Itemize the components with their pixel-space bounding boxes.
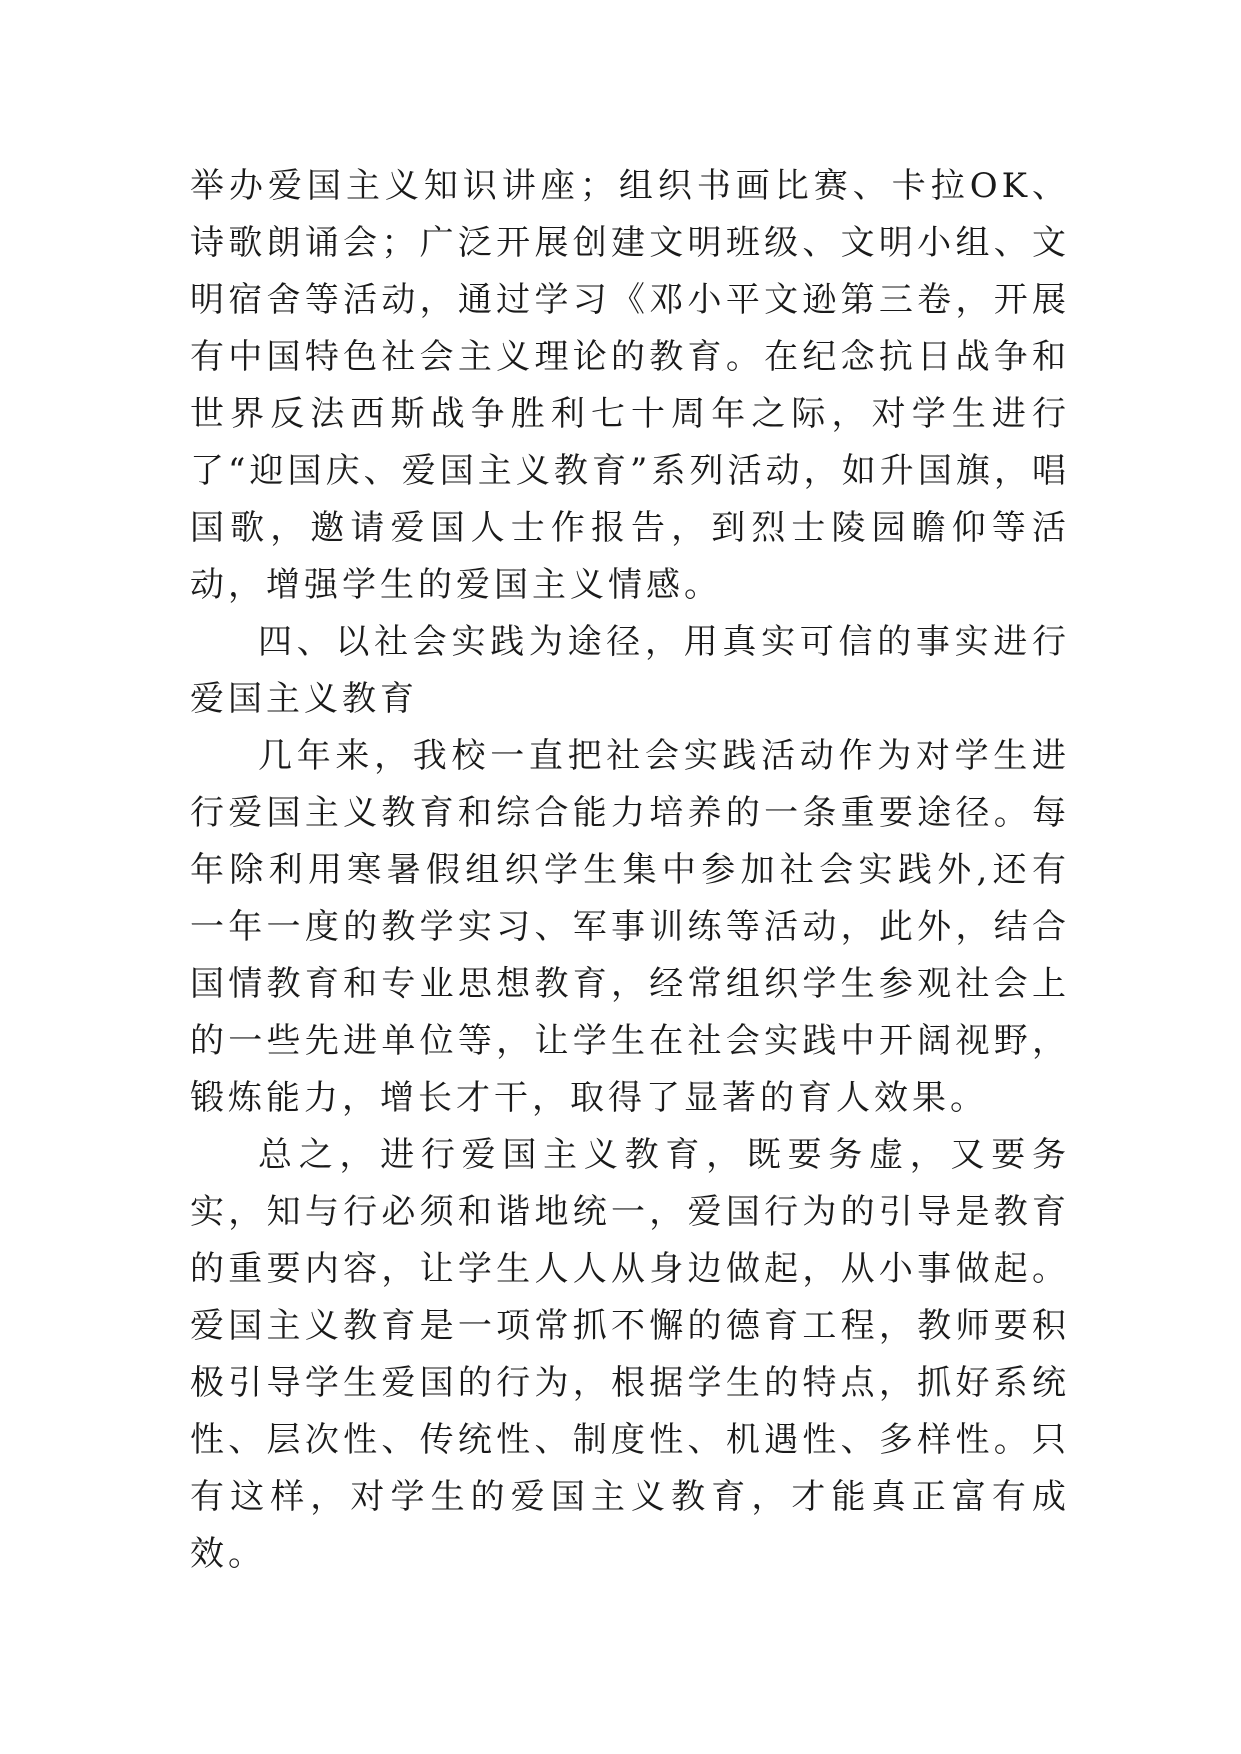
paragraph-social-practice: 几年来，我校一直把社会实践活动作为对学生进行爱国主义教育和综合能力培养的一条重要途径。每年除利用寒暑假组织学生集中参加社会实践外,还有一年一度的教学实习、军事训练等活动，此外，结合国情教育和专业思想教育，经常组织学生参观社会上的一些先进单位等，让学生在社会实践中开阔视野，锻炼能力，增长才干，取得了显著的育人效果。	[190, 736, 1070, 1118]
document-body	[190, 158, 1070, 1583]
section-heading-four: 四、以社会实践为途径，用真实可信的事实进行爱国主义教育	[190, 622, 1070, 719]
paragraph-continuation: 举办爱国主义知识讲座；组织书画比赛、卡拉OK、诗歌朗诵会；广泛开展创建文明班级、文明小组、文明宿舍等活动，通过学习《邓小平文逊第三卷，开展有中国特色社会主义理论的教育。在纪念抗日战争和世界反法西斯战争胜利七十周年之际，对学生进行了“迎国庆、爱国主义教育”系列活动，如升国旗，唱国歌，邀请爱国人士作报告，到烈士陵园瞻仰等活动，增强学生的爱国主义情感。	[190, 166, 1070, 605]
paragraph-conclusion: 总之，进行爱国主义教育，既要务虚，又要务实，知与行必须和谐地统一，爱国行为的引导是教育的重要内容，让学生人人从身边做起，从小事做起。爱国主义教育是一项常抓不懈的德育工程，教师要积极引导学生爱国的行为，根据学生的特点，抓好系统性、层次性、传统性、制度性、机遇性、多样性。只有这样，对学生的爱国主义教育，才能真正富有成效。	[190, 1135, 1070, 1574]
